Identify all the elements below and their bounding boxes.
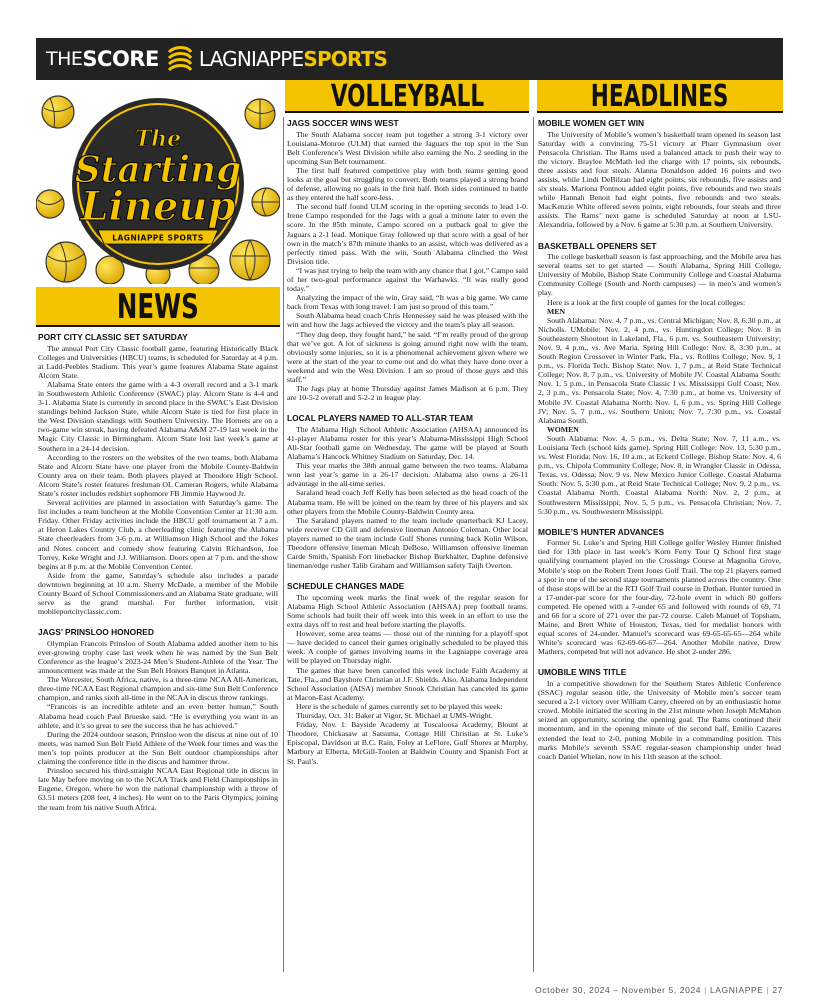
article-paragraph: Here is the schedule of games currently set to be played this week:: [296, 701, 503, 711]
article-paragraph: Here is a look at the first couple of games for the local colleges:: [547, 297, 746, 307]
volleyball-column: [287, 118, 528, 978]
article-paragraph: The first half featured competitive play with both teams getting good looks at the goal but struggling to convert. Both teams played a strong brand of defense, allowing no goals in the first half. Both sides continued to battle as they entered the half score-less.: [287, 165, 528, 203]
news-banner: [36, 287, 280, 327]
article-paragraph: The college basketball season is fast approaching, and the Mobile area has several teams set to get started — South Alabama, Spring Hill College, University of Mobile, Bishop State Community College and Coastal Alabama Community College (South and North campuses) — in men’s and women’s play.: [538, 252, 781, 298]
article-paragraph: However, some area teams — those out of the running for a playoff spot — have decided to cancel their games originally scheduled to be played this week. A couple of games involving teams in the Lagniappe coverage area will be played on Thursday night.: [287, 629, 528, 666]
article-paragraph: Thursday, Oct. 31: Baker at Vigor, St. Michael at UMS-Wright.: [296, 711, 493, 721]
article-paragraph: The second half found ULM scoring in the opening seconds to lead 1-0. Irene Campo responded for the Jags with a goal a minute later to even the score. In the 85th minute, Campo scored on a putback goal to give the Jaguars a 2-1 lead. Monique Gray followed up that score with a goal of her own in the match’s 87th minute thanks to an assist, which was delivered as a perfectly timed pass. With the win, South Alabama clinched the West Division title.: [287, 202, 528, 266]
article-paragraph: South Alabama head coach Chris Hennessey said he was pleased with the win and how the Jags achieved the victory and the team’s play all season.: [287, 311, 528, 330]
schedule-subhead-women: WOMEN: [547, 424, 579, 434]
article-paragraph: Olympian Francois Prinsloo of South Alabama added another item to his ever-growing trophy case last week when he was named by the Sun Belt Conference as the league’s 2023-24 Men’s Student-Athlete of the Year. The announcement was made at the Sun Belt Honors Banquet in Atlanta.: [38, 638, 278, 676]
article-paragraph: According to the rosters on the websites of the two teams, both Alabama State and Alcorn State have one player from the Mobile County-Baldwin County area on their team. Both players played at Theodore High School. Alcorn State’s roster features freshman OL Cameran Rogers, while Alabama State’s roster includes redshirt sophomore FB Jimmie Haywood Jr.: [38, 452, 278, 498]
news-column: [38, 332, 278, 972]
article-headline: SCHEDULE CHANGES MADE: [287, 581, 405, 592]
publication-name: LAGNIAPPE: [709, 985, 764, 995]
article-paragraph: Several activities are planned in association with Saturday’s game. The list includes a team luncheon at the Mobile Convention Center at 11:30 a.m. Friday. Other Friday activities include the HBCU golf tournament at 7 a.m. at Heron Lakes Country Club, a cheerleading clinic featuring the Alabama State cheerleaders from 3-6 p.m. at Williamson High School and the Jokes and Notes concert and comedy show featuring Calvin Richardson, Joe Torrey, Keke Wright and J.J. Williamson. Doors open at 7 p.m. and the show begins at 8 p.m. at the Mobile Convention Center.: [38, 498, 278, 571]
starting-lineup-logo: [36, 84, 280, 284]
schedule-subhead-men: MEN: [547, 306, 566, 316]
article-paragraph: The Jags play at home Thursday against James Madison at 6 p.m. They are 10-5-2 overall and 5-2-2 in league play.: [287, 384, 528, 403]
headlines-banner: [537, 80, 783, 113]
article-headline: BASKETBALL OPENERS SET: [538, 240, 657, 251]
logo-ribbon: LAGNIAPPE SPORTS: [112, 233, 204, 243]
article-paragraph: The University of Mobile’s women’s basketball team opened its season last Saturday with a convincing 75-51 victory at Pharr Gymnasium over Pensacola Christian. The Rams used a balanced attack to push their way to the victory. Braylee McMath led the charge with 17 points, six rebounds, three assists and four steals. Alanna Donaldson added 16 points and two assists, while Lindi DeBilzan had eight points, six rebounds, five assists and six steals. Mariona Pontnou added eight points, five rebounds and two steals while Hannah Benoit had eight points, five rebounds and two steals. MacKenzie White offered seven points, eight rebounds, four steals and three assists. The Rams’ next game is scheduled Saturday at noon at LSU-Alexandria, followed by a Nov. 6 game at 5:30 p.m. at Southern University.: [538, 129, 781, 230]
article-paragraph: Friday, Nov. 1: Bayside Academy at Tuscaloosa Academy, Blount at Theodore, Chickasaw at Satsuma, Cottage Hill Christian at St. Luke’s Episcopal, Davidson at B.C. Rain, Foley at LeFlore, Gulf Shores at Murphy, Marbury at Elberta, McGill-Toolen at Baldwin County and Spanish Fort at St. Paul’s.: [287, 720, 528, 766]
news-title: NEWS: [117, 287, 199, 327]
logo-line3: Lineup: [80, 183, 236, 230]
masthead-sports: SPORTS: [303, 47, 388, 71]
masthead-score: SCORE: [82, 47, 159, 71]
headlines-title: HEADLINES: [591, 79, 729, 114]
column-divider: [283, 117, 284, 972]
article-headline: MOBILE WOMEN GET WIN: [538, 118, 645, 128]
article-headline: JAGS SOCCER WINS WEST: [287, 118, 399, 128]
article-headline: MOBILE’S HUNTER ADVANCES: [538, 526, 665, 537]
article-paragraph: During the 2024 outdoor season, Prinsloo won the discus at nine out of 10 meets, was named Sun Belt Field Athlete of the Week four times and was the men’s top points producer at the Sun Belt outdoor championships after claiming the conference title in the discus and hammer throw.: [38, 729, 278, 767]
article-headline: LOCAL PLAYERS NAMED TO ALL-STAR TEAM: [287, 413, 473, 424]
logo-line2: Starting: [74, 149, 242, 191]
article-paragraph: Former St. Luke’s and Spring Hill College golfer Wesley Hunter finished tied for 13th place in last week’s Korn Ferry Tour Q School first stage qualifying tournament played on the Crossings Course at Magnolia Grove, Mobile’s stop on the Robert Trent Jones Golf Trail. The top 21 players earned a spot in one of the second stage tournaments planned across the country. One of those stops will be at the RTJ Golf Trail course in Dothan. Hunter turned in a 17-under-par score for the four-day, 72-hole event in which 80 golfers competed. He opened with a 7-under 65 and followed with rounds of 69, 71 and 66 for a score of 271 over the par-72 course. Caleb Manuel of Topsham, Maine, and Brett White of Houston, Texas, tied for medalist honors with equal scores of 24-under. Manuel’s scorecard was 69-65-65-65—264 while White’s scorecard was 62-69-66-67—264. Another Mobile native, Drew Mathers, competed but will not advance. He shot 2-under 286.: [538, 538, 781, 657]
article-headline: PORT CITY CLASSIC SET SATURDAY: [38, 332, 188, 342]
article-paragraph: This year marks the 38th annual game between the two teams. Alabama won last year’s game in a 26-17 decision. Alabama also owns a 26-11 advantage in the all-time series.: [287, 461, 528, 489]
schedule-women: South Alabama: Nov. 4, 5 p.m., vs. Delta State; Nov. 7, 11 a.m., vs. Louisiana Tech (school kids game). Spring Hill College: Nov. 13, 5:30 p.m., vs. West Florida; Nov. 16, 10 a.m., at Eckerd College. Bishop State: Nov. 4, 6 p.m., vs. Chipola Community College; Nov. 8, in Wrangler Classic in Odessa, Texas, vs. Odessa; Nov. 9 vs. New Mexico Junior College. Coastal Alabama South: Nov. 5, 5:30 p.m., at Reid State Technical College; Nov. 9, 2 p.m., vs. Coastal Alabama North. Coastal Alabama North: Nov. 2, 2 p.m., at Southwestern Mississippi; Nov. 5, 5 p.m., vs. Pensacola Christian; Nov. 7, 5:30 p.m., vs. Southwestern Mississippi.: [538, 433, 781, 516]
article-paragraph: Alabama State enters the game with a 4-3 overall record and a 3-1 mark in Southwestern Athletic Conference (SWAC) play. Alcorn State is 4-4 and 3-1. Alabama State is currently in second place in the SWAC’s East Division standings behind Jackson State, while Alcorn State is tied for first place in the West Division standings with Southern University. The Hornets are on a two-game win streak, having defeated Alabama A&M 27-19 last week in the Magic City Classic in Birmingham. Alcorn State lost last week’s game at Southern in a 24-14 decision.: [38, 379, 278, 453]
page-number: 27: [772, 985, 783, 995]
article-paragraph: The Alabama High School Athletic Association (AHSAA) announced its 41-player Alabama roster for this year’s Alabama-Mississippi High School All-Star football game on Wednesday. The game will be played at South Alabama’s Hancock Whitney Stadium on Saturday, Dec. 14.: [287, 424, 528, 462]
article-paragraph: The annual Port City Classic football game, featuring Historically Black Colleges and Universities (HBCU) teams, is scheduled for Saturday at 4 p.m. at Ladd-Peebles Stadium. This year’s game features Alabama State against Alcorn State.: [38, 343, 278, 380]
masthead-lagniappe: LAGNIAPPE: [198, 47, 304, 71]
issue-dates: October 30, 2024 – November 5, 2024: [535, 985, 702, 995]
article-paragraph: “I was just trying to help the team with any chance that I got,” Campo said of her two-goal performance against the Warhawks. “It was really good today.”: [287, 265, 528, 294]
article-paragraph: “Francois is an incredible athlete and an even better human,” South Alabama head coach Paul Brueske said. “He is everything you want in an athlete, and it’s so great to see the success that he has achieved.”: [38, 702, 278, 730]
article-paragraph: The upcoming week marks the final week of the regular season for Alabama High School Athletic Association (AHSAA) prep football teams. Some schools had built their off week into this week in an effort to use the extra days off to rest and heal before starting the playoffs.: [287, 592, 528, 630]
volleyball-title: VOLLEYBALL: [330, 79, 484, 114]
masthead-the: THE: [46, 48, 83, 70]
article-paragraph: The Worcester, South Africa, native, is a three-time NCAA All-American, three-time NCAA East Regional champion and six-time Sun Belt Conference champion, and ranks sixth all-time in the NCAA in discus throw rankings.: [38, 675, 278, 703]
article-paragraph: The South Alabama soccer team put together a strong 3-1 victory over Louisiana-Monroe (ULM) that earned the Jaguars the top spot in the Sun Belt Conference’s West Division while also earning the No. 2 seeding in the upcoming Sun Belt tournament.: [287, 129, 528, 166]
article-paragraph: Aside from the game, Saturday’s schedule also includes a parade downtown beginning at 10 a.m. Sherry McDade, a member of the Mobile County Board of School Commissioners and an Alabama State graduate, will serve as the grand marshal. For further information, visit mobileportcityclassic.com.: [38, 570, 278, 617]
article-paragraph: The Saraland players named to the team include quarterback KJ Lacey, wide receiver CD Gill and defensive lineman Antonio Coleman. Other local players named to the team include Gulf Shores running back Kolin Wilson, Theodore offensive lineman Micah DeBose, Williamson offensive lineman Carde Smith, Spanish Fort linebacker Bishop Burkhalter, Daphne defensive lineman/edge rusher Talib Graham and Williamson safety Taijh Overton.: [287, 515, 528, 571]
article-paragraph: “They dug deep, they fought hard,” he said. “I’m really proud of the group that we’ve got. A lot of sickness is going around right now with the team, obviously some injuries, so it is a phenomenal achievement given where we were at the start of the year to come out and do what they have done over a weekend and win the West Division. I am so proud of those guys and this staff.”: [287, 329, 528, 385]
page-folio: October 30, 2024 – November 5, 2024 | LAGNIAPPE | 27: [535, 985, 783, 995]
article-paragraph: In a competitive showdown for the Southern States Athletic Conference (SSAC) regular season title, the University of Mobile men’s soccer team secured a 2-1 victory over William Carey, cheered on by an enthusiastic home crowd. Mobile initiated the scoring in the 21st minute when Joseph McMahon seized an opportunity, scoring the opening goal. The Rams continued their momentum, and in the opening minute of the second half, Emilio Cazares extended the lead to 2-0, putting Mobile in a commanding position. This marks Mobile’s seventh SSAC regular-season championship under head coach Daniel Whelan, now in his 11th season at the school.: [538, 678, 781, 761]
article-headline: UMOBILE WINS TITLE: [538, 667, 627, 678]
article-paragraph: Analyzing the impact of the win, Gray said, “It was a big game. We came back from Texas with long travel. I am just so proud of this team.”: [287, 293, 528, 312]
lagniappe-swirl-icon: [165, 44, 195, 74]
headlines-column: [538, 118, 781, 958]
article-paragraph: Saraland head coach Jeff Kelly has been selected as the head coach of the Alabama team. He will be joined on the team by three of his players and six other players from the Mobile County-Baldwin County area.: [287, 488, 528, 516]
column-divider: [533, 117, 534, 972]
logo-line1: The: [134, 126, 182, 152]
masthead: [36, 38, 783, 80]
volleyball-banner: [285, 80, 529, 113]
schedule-men: South Alabama: Nov. 4, 7 p.m., vs. Central Michigan; Nov. 8, 6:30 p.m., at Nicholls. UMobile: Nov. 2, 4 p.m., vs. Huntingdon College; Nov. 8 in Southeastern Shootout in Lakeland, Fla., 6 p.m. vs. Southeastern University; Nov. 9, 4 p.m., vs. Ave Maria. Spring Hill College: Nov. 8, 3:30 p.m., at South Region Crossover in Winter Park, Fla., vs. Rollins College; Nov. 9, 1 p.m., vs. Florida Tech. Bishop State: Nov. 1, 7 p.m., at Reid State Technical College; Nov. 8, 7 p.m., vs. University of Mobile JV. Coastal Alabama South: Nov. 1, 5 p.m., in Pensacola State Classic I vs. Mississippi Gulf Coast; Nov. 2, 3 p.m., vs. Pensacola State; Nov. 4, 7:30 p.m., at home vs. University of Mobile JV. Coastal Alabama North: Nov. 1, 6 p.m., vs. Spring Hill College JV; Nov. 5, 7 p.m., vs. Southern Union; Nov. 7, 7:30 p.m., vs. Coastal Alabama South.: [538, 315, 781, 425]
article-paragraph: Prinsloo secured his third-straight NCAA East Regional title in discus in late May before moving on to the NCAA Track and Field Championships in Eugene, Oregon, where he won the national championship with a throw of 63.51 meters (208 feet, 4 inches). He went on to the Paris Olympics, joining the team from his native South Africa.: [38, 766, 278, 812]
article-paragraph: The games that have been canceled this week include Faith Academy at Tate, Fla., and Bayshore Christian at J.F. Shields. Also, Alabama Independent School Association (AISA) member Snook Christian has canceled its game at Macon-East Academy.: [287, 665, 528, 702]
article-headline: JAGS’ PRINSLOO HONORED: [38, 627, 154, 638]
